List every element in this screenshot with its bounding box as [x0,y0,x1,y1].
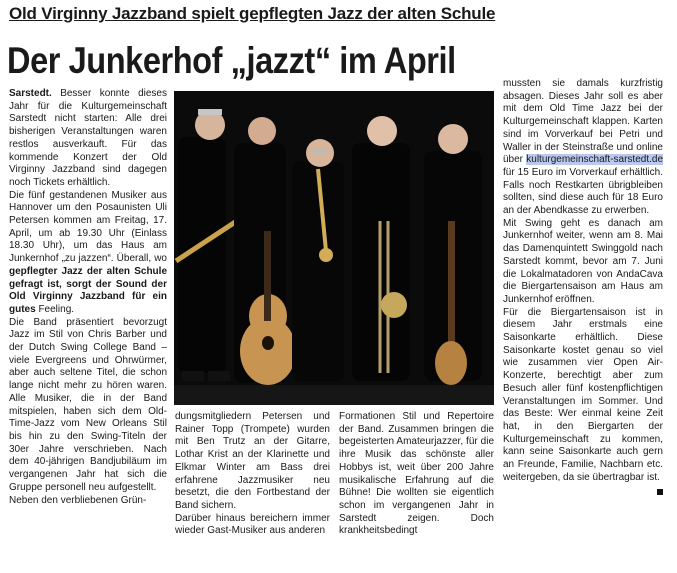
text-column-4 [503,78,663,495]
paragraph-concert: Die fünf gestandenen Musiker aus Hannover um den Posaunisten Uli Petersen kommen am Freitag, 17. April, um ab 19.30 Uhr (Einlass 18.30 Uhr), um das Haus am Junkernhof „zu jazzen“. Überall, wo gepflegter Jazz der alten Schule gefragt ist, sorgt der Sound der Old Virginny Jazzband für ein gutes Feeling. [9,189,167,315]
paragraph-swing: Mit Swing geht es danach am Junkernhof weiter, wenn am 8. Mai das Damenquintett Swinggold nach Sarstedt kommt, bevor am 7. Juni die Lokalmatadoren von AndaCava die Biergartensaison am Haus am Junkernhof eröffnen. [503,217,663,305]
text-column-2 [175,411,330,538]
bold-phrase: gepflegter Jazz der alten Schule gefragt ist, sorgt der Sound der Old Virginny Jazzband für ein gutes [9,265,167,315]
paragraph-guests: Formationen Stil und Repertoire der Band. Zusammen bringen die begeisterten Amateurjazzer, für die ihre Musik das schönste aller Hobbys ist, weit über 200 Jahre musikalische Erfahrung auf die Bühne! Die wollten sie eigentlich schon im vergangenen Jahr in Sarstedt zeigen. Doch krankheitsbedingt [339,411,494,537]
article-headline: Der Junkerhof „jazzt“ im April [7,40,456,81]
paragraph-tickets: mussten sie damals kurzfristig absagen. Dieses Jahr soll es aber mit dem Old Time Jazz bei der Kulturgemeinschaft klappen. Karten sind im Vorverkauf bei Petri und Waller in der Steinstraße und online über kulturgemeinschaft-sarstedt.de für 15 Euro im Vorverkauf erhältlich. Falls noch Restkarten übrigbleiben sollten, sind diese auch für 18 Euro an der Abendkasse zu erwerben. [503,78,663,217]
paragraph-members-start: Neben den verbliebenen Grün- [9,494,147,506]
musician-trombone [352,116,410,381]
text-column-3 [339,411,494,538]
end-mark-icon [657,489,663,495]
musician-bass [424,124,482,385]
paragraph-guests-start: Darüber hinaus bereichern immer wieder Gast-Musiker aus anderen [175,512,330,537]
paragraph-style: Die Band präsentiert bevorzugt Jazz im Stil von Chris Barber und der Dutch Swing College Band – viele Evergreens und Ohrwürmer, aber auch seltene Titel, die schon lange nicht mehr zu hören waren. Alle Musiker, die in der Band mitspielen, haben sich dem Old-Time-Jazz vom New Orleans Stil bis hin zu den Swing-Titeln der 30er Jahre verschrieben. Nach dem 40-jährigen Bandjubiläum im vergangenen Jahr hat sich die Gruppe personell neu aufgestellt. [9,316,167,493]
website-link[interactable]: kulturgemeinschaft-sarstedt.de [526,154,663,166]
dateline: Sarstedt. [9,88,52,99]
paragraph-season-ticket: Für die Biergartensaison ist in diesem Jahr erstmals eine Saisonkarte erhältlich. Diese Saisonkarte kostet genau so viel wie zusammen vier Open Air-Konzerte, berechtigt aber zum Besuch aller fünf kostenpflichtigen Veranstaltungen im Sommer. Und das Beste: Wer einmal keine Zeit hat, in den Biergarten der Kulturgemeinschaft zu kommen, kann seine Saisonkarte auch gern an Freunde, Familie, Nachbarn etc. weitergeben, da sie übertragbar ist. [503,307,663,485]
paragraph-members: dungsmitgliedern Petersen und Rainer Topp (Trompete) wurden mit Ben Trutz an der Gitarre, Lothar Krist an der Klarinette und Elkmar Winter am Bass drei erfahrene Jazzmusiker neu besetzt, die den Fortbestand der Band sichern. [175,411,330,511]
band-photo [174,91,494,405]
band-photo-illustration [174,91,494,405]
musician-trumpet [292,139,344,381]
article-kicker: Old Virginny Jazzband spielt gepflegten Jazz der alten Schule [9,4,496,23]
text-column-1 [9,88,167,507]
paragraph-intro: Besser konnte dieses Jahr für die Kulturgemeinschaft Sarstedt nicht starten: Alle drei bisherigen Veranstaltungen waren restlos ausverkauft. Für das kommende Konzert der Old Virginny Jazzband sind dagegen noch Tickets erhältlich. [9,88,167,188]
